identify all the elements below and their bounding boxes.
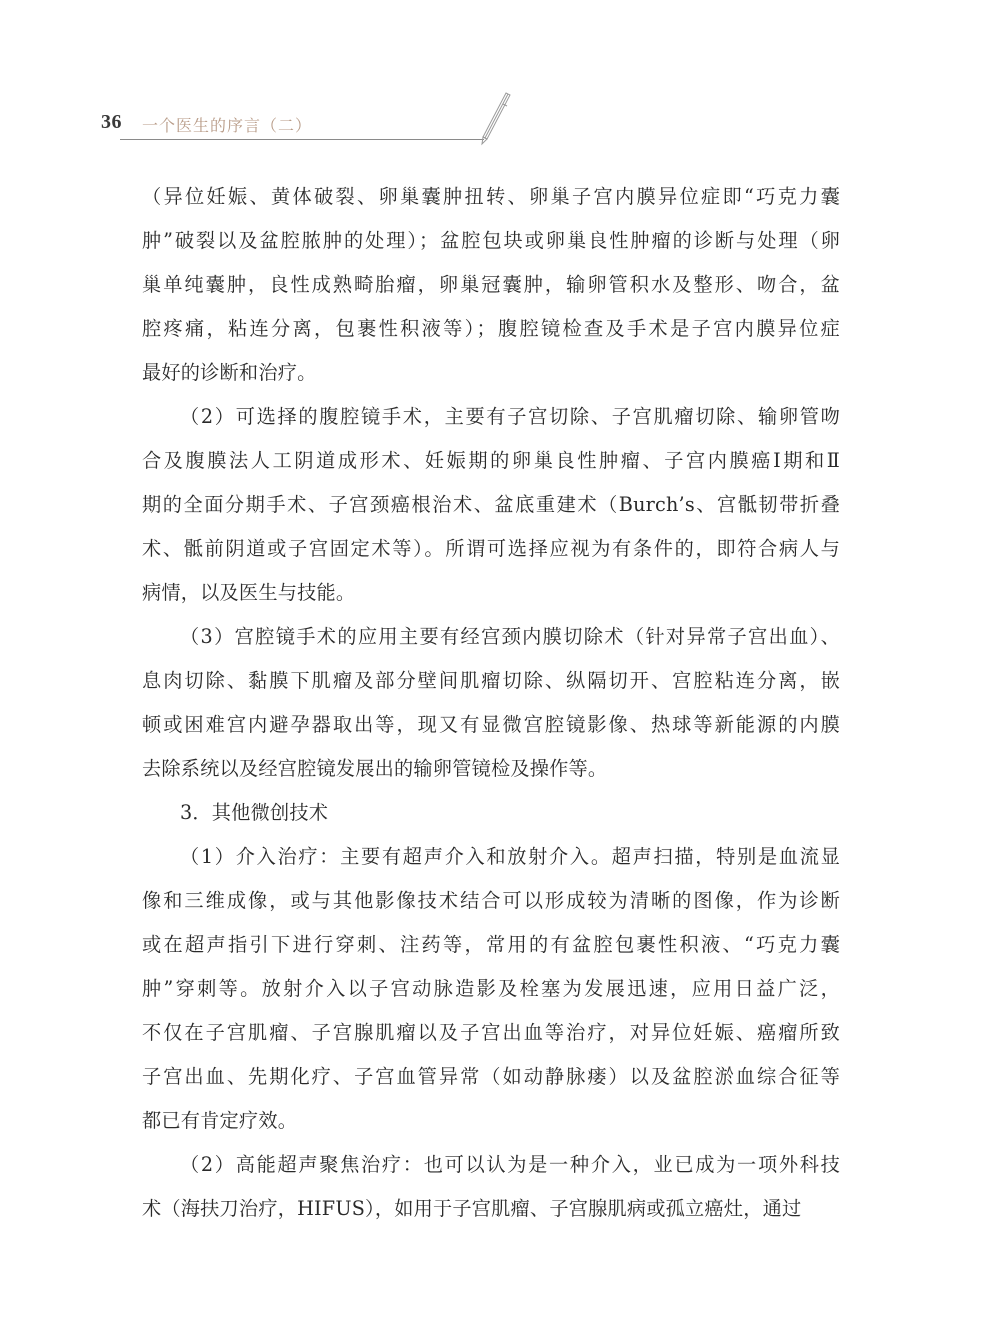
section-heading-other-minimally-invasive [142, 791, 840, 835]
text-line: （2）高能超声聚焦治疗：也可以认为是一种介入，业已成为一项外科技 [180, 1153, 840, 1176]
text-line: 合及腹膜法人工阴道成形术、妊娠期的卵巢良性肿瘤、子宫内膜癌Ⅰ期和Ⅱ [142, 449, 840, 472]
pen-icon [470, 90, 520, 146]
text-line: 病情，以及医生与技能。 [142, 581, 356, 604]
body-text [142, 175, 840, 1231]
header-rule [120, 139, 484, 140]
text-line: 腔疼痛，粘连分离，包裹性积液等）；腹腔镜检查及手术是子宫内膜异位症 [142, 317, 840, 340]
text-line: 巢单纯囊肿，良性成熟畸胎瘤，卵巢冠囊肿，输卵管积水及整形、吻合，盆 [142, 273, 840, 296]
paragraph-optional-laparoscopic-surgery [142, 395, 840, 615]
text-line: （异位妊娠、黄体破裂、卵巢囊肿扭转、卵巢子宫内膜异位症即“巧克力囊 [142, 185, 840, 208]
text-line: 肿”破裂以及盆腔脓肿的处理）；盆腔包块或卵巢良性肿瘤的诊断与处理（卵 [142, 229, 840, 252]
paragraph-ectopic-laparoscopy-diagnosis [142, 175, 840, 395]
text-line: 不仅在子宫肌瘤、子宫腺肌瘤以及子宫出血等治疗，对异位妊娠、癌瘤所致 [142, 1021, 840, 1044]
paragraph-hysteroscopic-surgery [142, 615, 840, 791]
text-line: 期的全面分期手术、子宫颈癌根治术、盆底重建术（Burch’s、宫骶韧带折叠 [142, 493, 840, 516]
text-line: 术、骶前阴道或子宫固定术等）。所谓可选择应视为有条件的，即符合病人与 [142, 537, 840, 560]
text-line: 肿”穿刺等。放射介入以子宫动脉造影及栓塞为发展迅速，应用日益广泛， [142, 977, 840, 1000]
page-header [0, 0, 998, 150]
text-line: 息肉切除、黏膜下肌瘤及部分壁间肌瘤切除、纵隔切开、宫腔粘连分离，嵌 [142, 669, 840, 692]
text-line: （1）介入治疗：主要有超声介入和放射介入。超声扫描，特别是血流显 [180, 845, 840, 868]
text-line: 去除系统以及经宫腔镜发展出的输卵管镜检及操作等。 [142, 757, 608, 780]
paragraph-hifu [142, 1143, 840, 1231]
text-line: 顿或困难宫内避孕器取出等，现又有显微宫腔镜影像、热球等新能源的内膜 [142, 713, 840, 736]
text-line: 或在超声指引下进行穿刺、注药等，常用的有盆腔包裹性积液、“巧克力囊 [142, 933, 840, 956]
text-line: 3．其他微创技术 [180, 801, 329, 824]
text-line: 像和三维成像，或与其他影像技术结合可以形成较为清晰的图像，作为诊断 [142, 889, 840, 912]
page-number: 36 [101, 111, 122, 133]
paragraph-interventional-therapy [142, 835, 840, 1143]
text-line: 术（海扶刀治疗，HIFUS），如用于子宫肌瘤、子宫腺肌病或孤立癌灶，通过 [142, 1197, 802, 1220]
running-title: 一个医生的序言（二） [142, 116, 313, 135]
text-line: （2）可选择的腹腔镜手术，主要有子宫切除、子宫肌瘤切除、输卵管吻 [180, 405, 840, 428]
text-line: 子宫出血、先期化疗、子宫血管异常（如动静脉瘘）以及盆腔淤血综合征等 [142, 1065, 840, 1088]
text-line: 都已有肯定疗效。 [142, 1109, 298, 1132]
text-line: 最好的诊断和治疗。 [142, 361, 317, 384]
text-line: （3）宫腔镜手术的应用主要有经宫颈内膜切除术（针对异常子宫出血）、 [180, 625, 840, 648]
